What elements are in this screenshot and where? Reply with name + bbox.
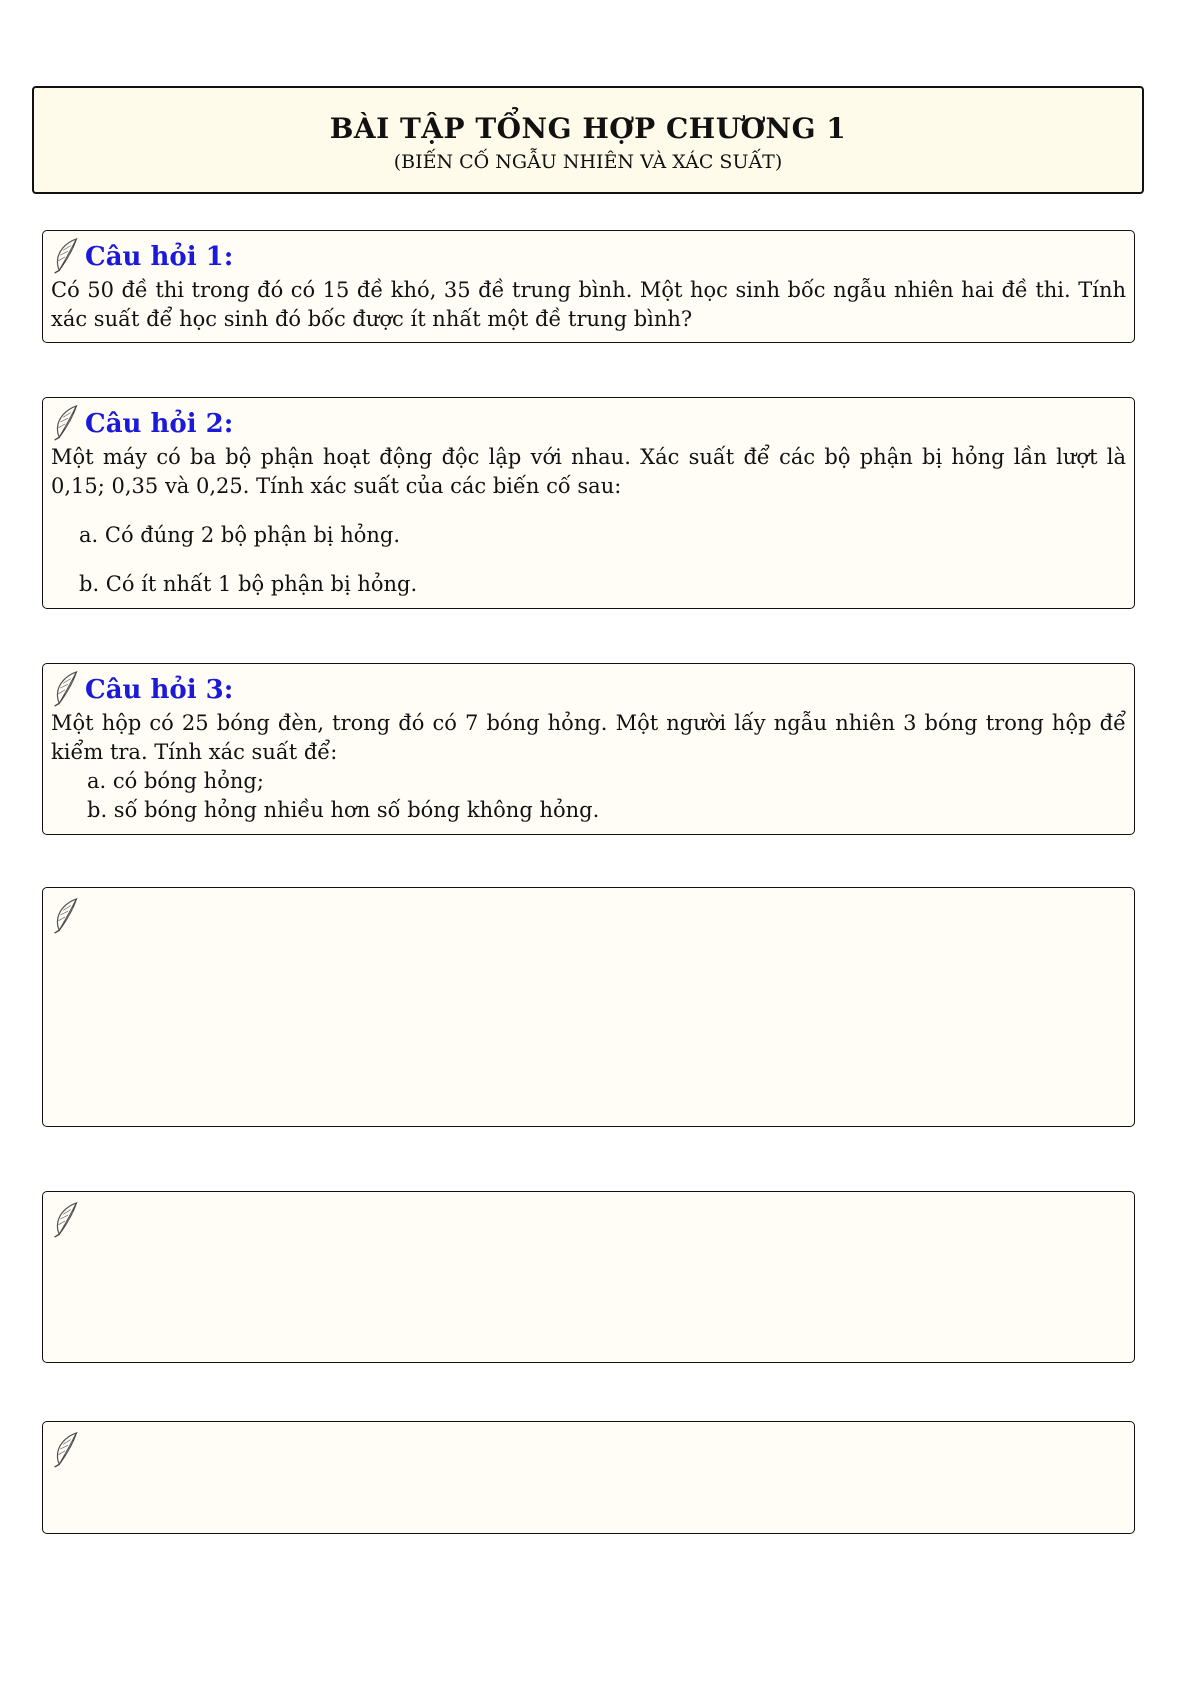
answer-box-1 bbox=[42, 887, 1135, 1127]
question-label-2: Câu hỏi 2: bbox=[85, 409, 234, 439]
feather-quill-icon bbox=[51, 404, 81, 442]
answer-box-2 bbox=[42, 1191, 1135, 1363]
question-text-1: Có 50 đề thi trong đó có 15 đề khó, 35 đề trung bình. Một học sinh bốc ngẫu nhiên hai đề thi. Tính xác suất để học sinh đó bốc được ít nhất một đề trung bình? bbox=[51, 278, 1126, 331]
feather-quill-icon bbox=[51, 897, 81, 935]
feather-quill-icon bbox=[51, 237, 81, 275]
header-box bbox=[32, 86, 1144, 194]
question-label-1: Câu hỏi 1: bbox=[85, 242, 234, 272]
question-box-2 bbox=[42, 397, 1135, 609]
answer-box-3 bbox=[42, 1421, 1135, 1534]
feather-quill-icon bbox=[51, 1201, 81, 1239]
question-label-3: Câu hỏi 3: bbox=[85, 675, 234, 705]
question-text-3: Một hộp có 25 bóng đèn, trong đó có 7 bóng hỏng. Một người lấy ngẫu nhiên 3 bóng trong hộp để kiểm tra. Tính xác suất để: bbox=[51, 711, 1126, 764]
question-box-1 bbox=[42, 230, 1135, 343]
question-text-2: Một máy có ba bộ phận hoạt động độc lập với nhau. Xác suất để các bộ phận bị hỏng lần lượt là 0,15; 0,35 và 0,25. Tính xác suất của các biến cố sau: bbox=[51, 445, 1126, 498]
question-box-3 bbox=[42, 663, 1135, 835]
question-3-option-b: b. số bóng hỏng nhiều hơn số bóng không hỏng. bbox=[87, 798, 600, 822]
question-2-option-a: a. Có đúng 2 bộ phận bị hỏng. bbox=[79, 523, 400, 547]
feather-quill-icon bbox=[51, 670, 81, 708]
question-2-option-b: b. Có ít nhất 1 bộ phận bị hỏng. bbox=[79, 572, 418, 596]
question-3-option-a: a. có bóng hỏng; bbox=[87, 769, 264, 793]
page-title: BÀI TẬP TỔNG HỢP CHƯƠNG 1 bbox=[329, 112, 847, 145]
feather-quill-icon bbox=[51, 1431, 81, 1469]
page-subtitle: (BIẾN CỐ NGẪU NHIÊN VÀ XÁC SUẤT) bbox=[393, 151, 783, 173]
